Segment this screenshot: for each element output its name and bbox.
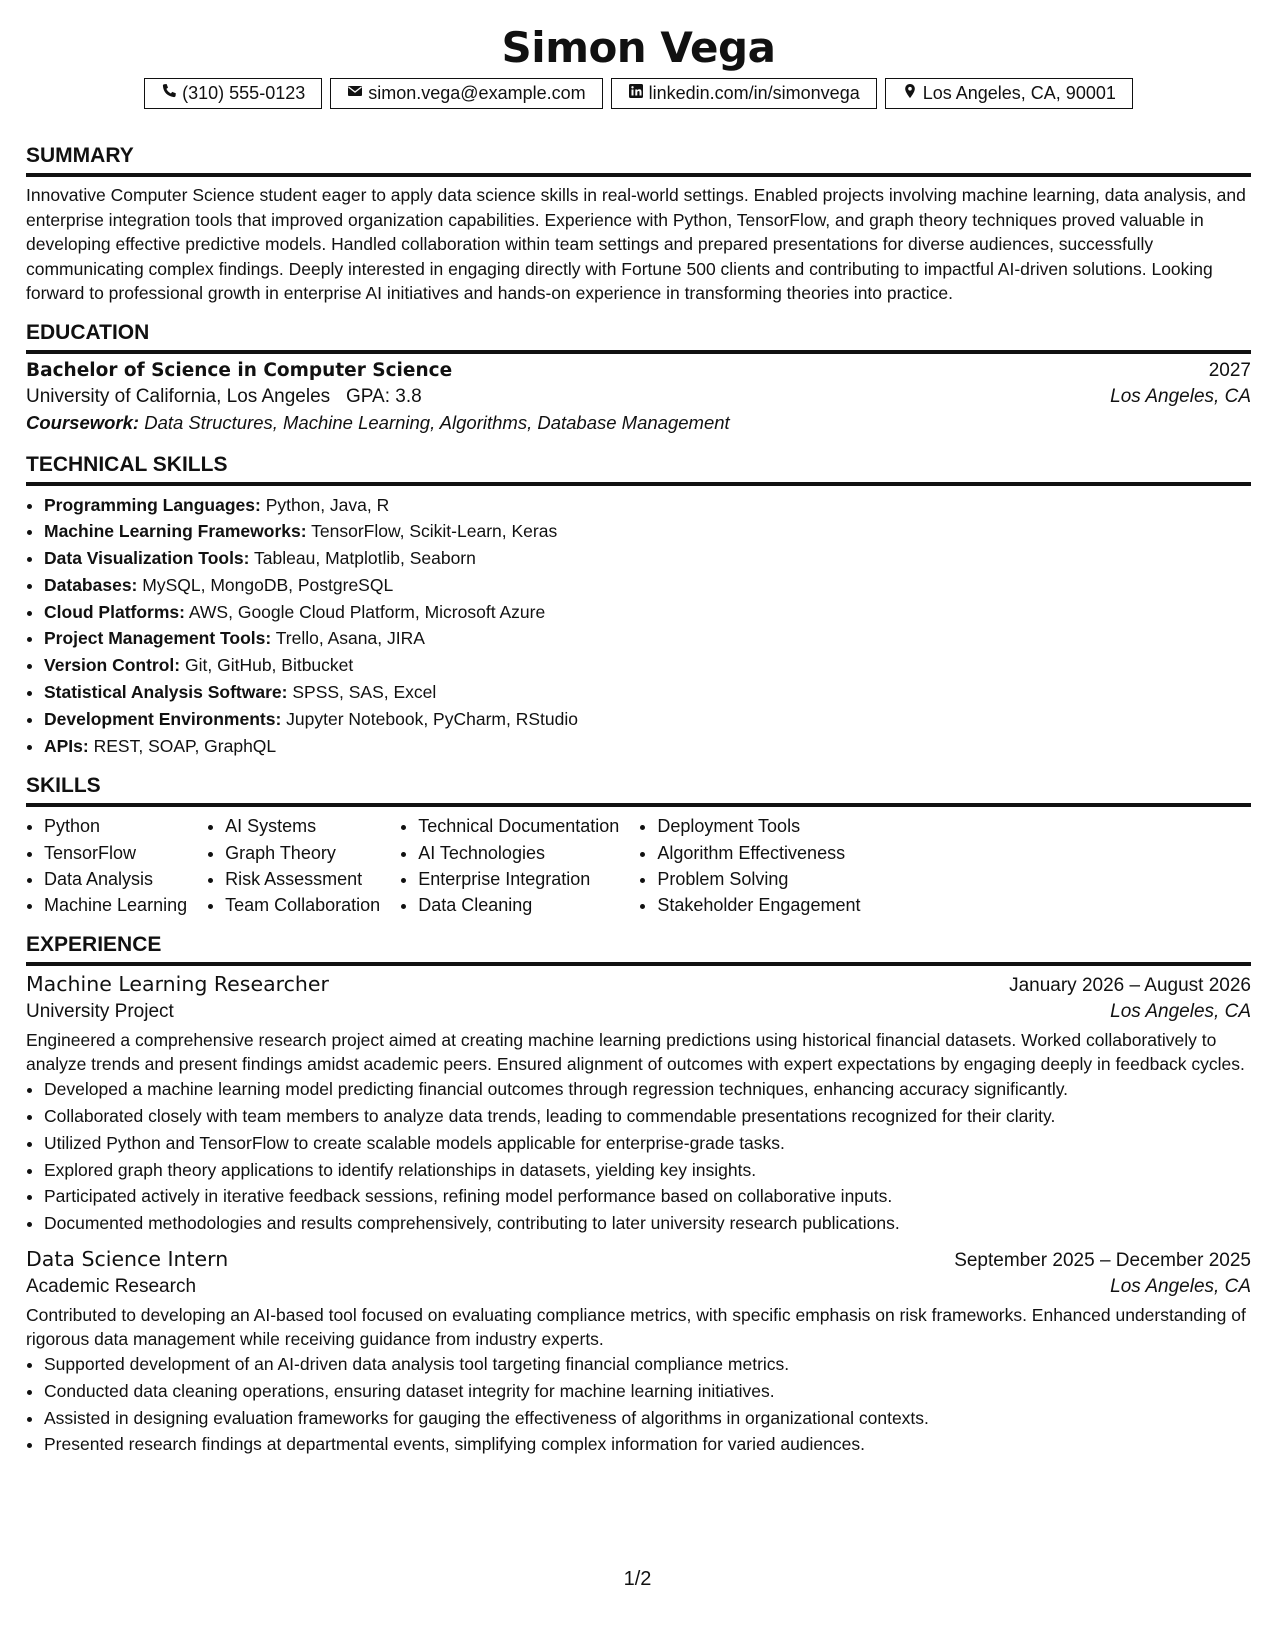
skill-values: AWS, Google Cloud Platform, Microsoft Azure	[188, 601, 546, 622]
skill-category: Data Visualization Tools:	[44, 548, 250, 569]
phone-contact[interactable]	[144, 78, 322, 109]
job-entry	[26, 972, 1251, 1237]
job-header	[26, 972, 1251, 997]
job-dates: January 2026 – August 2026	[1009, 975, 1251, 997]
skill-values: SPSS, SAS, Excel	[292, 682, 437, 703]
graduation-year: 2027	[1208, 359, 1251, 381]
school-name: University of California, Los Angeles	[26, 385, 331, 407]
job-description: Engineered a comprehensive research project aimed at creating machine learning predictions using historical financial datasets. Worked collaboratively to analyze trends and present findings amidst academic peers. Ensured alignment of outcomes with expert expectations by engaging deeply in feedback cycles.	[26, 1030, 1245, 1074]
experience-heading: EXPERIENCE	[26, 932, 1251, 966]
skills-column	[26, 813, 187, 918]
job-header	[26, 1247, 1251, 1272]
skill-category: Databases:	[44, 574, 138, 595]
technical-skills-section	[26, 452, 1251, 760]
job-entry	[26, 1247, 1251, 1458]
school-location: Los Angeles, CA	[1110, 385, 1251, 407]
summary-section	[26, 143, 1251, 306]
phone-icon	[161, 83, 177, 104]
job-location: Los Angeles, CA	[1110, 1001, 1251, 1023]
list-item: • Enterprise Integration	[418, 866, 619, 892]
skill-values: REST, SOAP, GraphQL	[93, 735, 277, 756]
phone-text: (310) 555-0123	[182, 83, 306, 103]
skill-values: Trello, Asana, JIRA	[275, 628, 425, 649]
list-item: • Risk Assessment	[225, 866, 380, 892]
list-item	[44, 625, 1251, 652]
list-item: • Presented research findings at departmental events, simplifying complex information for varied audiences.	[44, 1431, 1251, 1458]
summary-text: Innovative Computer Science student eager to apply data science skills in real-world settings. Enabled projects involving machine learning, data analysis, and enterprise integration tools that improved organization capabilities. Experience with Python, TensorFlow, and graph theory techniques proved valuable in developing effective predictive models. Handled collaboration within team settings and prepared presentations for diverse audiences, successfully communicating complex findings. Deeply interested in engaging directly with Fortune 500 clients and contributing to impactful AI-driven solutions. Looking forward to professional growth in enterprise AI initiatives and hands-on experience in transforming theories into practice.	[26, 185, 1246, 303]
list-item: • Collaborated closely with team members to analyze data trends, leading to commendable presentations recognized for their clarity.	[44, 1103, 1251, 1130]
list-item: • Team Collaboration	[225, 892, 380, 918]
list-item: • TensorFlow	[44, 840, 187, 866]
list-item: • Stakeholder Engagement	[657, 892, 860, 918]
skill-values: Tableau, Matplotlib, Seaborn	[254, 548, 476, 569]
list-item: • Algorithm Effectiveness	[657, 840, 860, 866]
list-item	[44, 492, 1251, 519]
map-pin-icon	[902, 83, 918, 104]
location-text: Los Angeles, CA, 90001	[922, 83, 1116, 103]
job-org: University Project	[26, 1001, 174, 1023]
list-item: • Conducted data cleaning operations, ensuring dataset integrity for machine learning initiatives.	[44, 1378, 1251, 1405]
gpa: GPA: 3.8	[346, 385, 422, 407]
list-item: • Utilized Python and TensorFlow to create scalable models applicable for enterprise-grade tasks.	[44, 1130, 1251, 1157]
job-location: Los Angeles, CA	[1110, 1276, 1251, 1298]
skill-values: MySQL, MongoDB, PostgreSQL	[142, 574, 394, 595]
list-item: • Assisted in designing evaluation frameworks for gauging the effectiveness of algorithms in organizational contexts.	[44, 1405, 1251, 1432]
skill-category: Programming Languages:	[44, 494, 261, 515]
skill-values: Git, GitHub, Bitbucket	[185, 655, 354, 676]
skill-category: Machine Learning Frameworks:	[44, 521, 307, 542]
list-item: • Machine Learning	[44, 892, 187, 918]
technical-skills-heading: TECHNICAL SKILLS	[26, 452, 1251, 486]
list-item: • Data Cleaning	[418, 892, 619, 918]
list-item	[44, 545, 1251, 572]
list-item	[44, 518, 1251, 545]
skills-column	[639, 813, 860, 918]
degree-name: Bachelor of Science in Computer Science	[26, 359, 453, 381]
skills-section	[26, 773, 1251, 918]
technical-skills-list	[26, 492, 1251, 760]
list-item: • Python	[44, 813, 187, 839]
resume-page	[26, 0, 1251, 1458]
summary-heading: SUMMARY	[26, 143, 1251, 177]
skill-category: Development Environments:	[44, 708, 282, 729]
coursework-list: Data Structures, Machine Learning, Algorithms, Database Management	[144, 411, 730, 433]
list-item: • Technical Documentation	[418, 813, 619, 839]
job-subheader	[26, 1001, 1251, 1023]
list-item	[44, 652, 1251, 679]
location-contact	[885, 78, 1133, 109]
list-item: • AI Systems	[225, 813, 380, 839]
list-item: • Developed a machine learning model predicting financial outcomes through regression techniques, enhancing accuracy significantly.	[44, 1076, 1251, 1103]
skill-category: APIs:	[44, 735, 89, 756]
list-item: • Problem Solving	[657, 866, 860, 892]
list-item	[44, 733, 1251, 760]
list-item	[44, 706, 1251, 733]
list-item: • Data Analysis	[44, 866, 187, 892]
job-description: Contributed to developing an AI-based tool focused on evaluating compliance metrics, with specific emphasis on risk frameworks. Enhanced understanding of rigorous data management while receiving guidance from industry experts.	[26, 1305, 1246, 1349]
skill-category: Cloud Platforms:	[44, 601, 185, 622]
envelope-icon	[347, 83, 363, 104]
education-heading: EDUCATION	[26, 320, 1251, 354]
skills-column	[207, 813, 380, 918]
list-item: • AI Technologies	[418, 840, 619, 866]
contact-bar	[26, 78, 1251, 109]
school-info	[26, 386, 422, 408]
linkedin-contact[interactable]	[611, 78, 877, 109]
job-title: Machine Learning Researcher	[26, 972, 329, 997]
skill-values: Python, Java, R	[265, 494, 390, 515]
skill-category: Project Management Tools:	[44, 628, 272, 649]
candidate-name: Simon Vega	[501, 23, 776, 72]
linkedin-text: linkedin.com/in/simonvega	[648, 83, 860, 103]
job-org: Academic Research	[26, 1276, 197, 1298]
education-section	[26, 320, 1251, 434]
linkedin-icon	[628, 83, 644, 104]
skills-grid	[26, 813, 1251, 918]
job-title: Data Science Intern	[26, 1247, 229, 1272]
list-item: • Deployment Tools	[657, 813, 860, 839]
degree-row	[26, 360, 1251, 382]
experience-section	[26, 932, 1251, 1458]
list-item: • Documented methodologies and results comprehensively, contributing to later university research publications.	[44, 1210, 1251, 1237]
list-item	[44, 599, 1251, 626]
email-contact[interactable]	[330, 78, 602, 109]
skill-values: Jupyter Notebook, PyCharm, RStudio	[286, 708, 578, 729]
list-item: • Participated actively in iterative feedback sessions, refining model performance based on collaborative inputs.	[44, 1183, 1251, 1210]
skill-category: Statistical Analysis Software:	[44, 682, 288, 703]
list-item	[44, 679, 1251, 706]
coursework-label: Coursework:	[26, 411, 140, 433]
email-text: simon.vega@example.com	[368, 83, 586, 103]
skills-heading: SKILLS	[26, 773, 1251, 807]
skills-column	[400, 813, 619, 918]
list-item: • Supported development of an AI-driven data analysis tool targeting financial compliance metrics.	[44, 1351, 1251, 1378]
page-number: 1/2	[623, 1568, 652, 1590]
list-item: • Graph Theory	[225, 840, 380, 866]
coursework-row	[26, 412, 1251, 434]
job-bullets	[26, 1076, 1251, 1237]
list-item: • Explored graph theory applications to identify relationships in datasets, yielding key insights.	[44, 1157, 1251, 1184]
job-subheader	[26, 1276, 1251, 1298]
skill-values: TensorFlow, Scikit-Learn, Keras	[311, 521, 558, 542]
job-bullets	[26, 1351, 1251, 1458]
list-item	[44, 572, 1251, 599]
skill-category: Version Control:	[44, 655, 181, 676]
job-dates: September 2025 – December 2025	[954, 1250, 1251, 1272]
school-row	[26, 386, 1251, 408]
